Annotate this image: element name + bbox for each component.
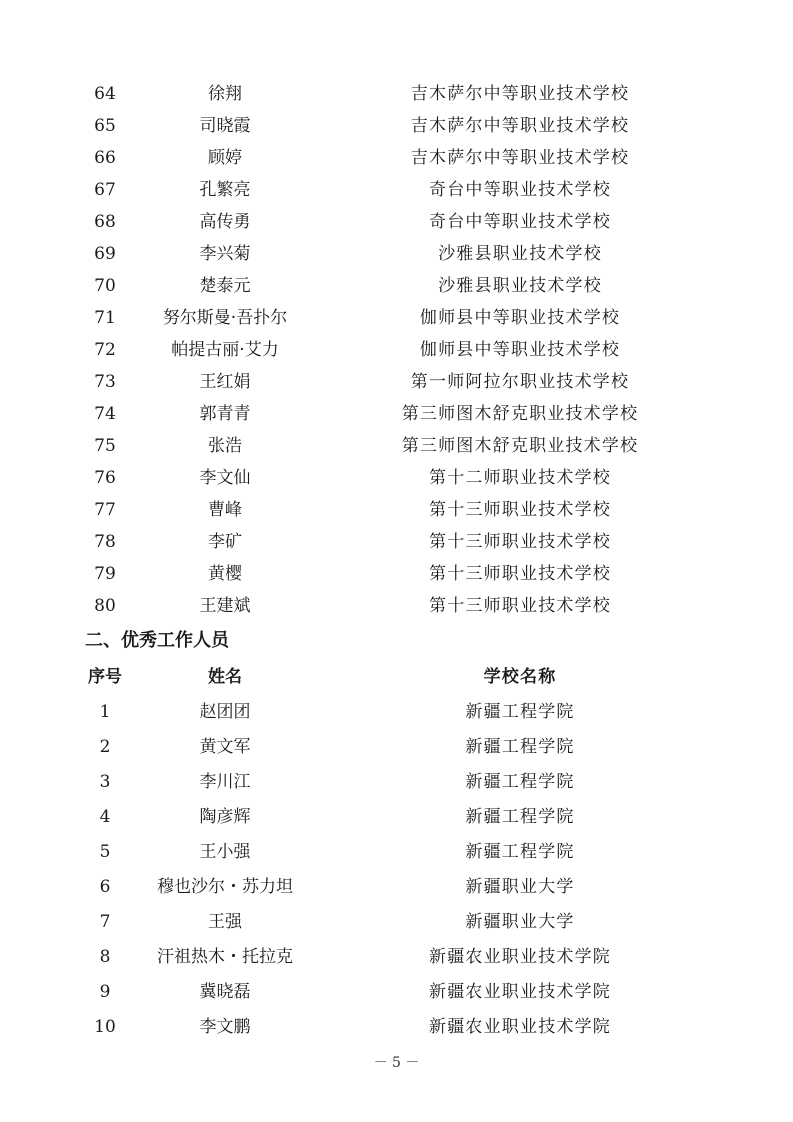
table-row xyxy=(0,238,793,270)
section-title: 二、优秀工作人员 xyxy=(85,630,229,651)
table-row xyxy=(0,366,793,398)
header-number: 序号 xyxy=(88,667,122,687)
table-row xyxy=(0,975,793,1010)
table-row xyxy=(0,206,793,238)
row-name: 帕提古丽·艾力 xyxy=(171,340,279,360)
table-row xyxy=(0,78,793,110)
table-row xyxy=(0,695,793,730)
row-number: 80 xyxy=(94,596,116,616)
row-school: 伽师县中等职业技术学校 xyxy=(419,308,621,328)
row-school: 吉木萨尔中等职业技术学校 xyxy=(410,148,630,168)
row-school: 沙雅县职业技术学校 xyxy=(438,244,602,264)
row-school: 伽师县中等职业技术学校 xyxy=(419,340,621,360)
row-name: 穆也沙尔・苏力坦 xyxy=(157,877,293,897)
row-number: 8 xyxy=(99,947,111,967)
row-number: 74 xyxy=(94,404,116,424)
row-school: 第十三师职业技术学校 xyxy=(429,564,611,584)
row-name: 冀晓磊 xyxy=(199,982,251,1002)
row-school: 新疆工程学院 xyxy=(465,807,575,827)
table-row xyxy=(0,905,793,940)
row-school: 新疆工程学院 xyxy=(465,772,575,792)
row-school: 奇台中等职业技术学校 xyxy=(429,180,611,200)
table-row xyxy=(0,590,793,622)
row-number: 7 xyxy=(99,912,111,932)
row-school: 奇台中等职业技术学校 xyxy=(429,212,611,232)
table-header xyxy=(0,660,793,694)
row-school: 新疆农业职业技术学院 xyxy=(429,982,611,1002)
row-name: 楚泰元 xyxy=(199,276,251,296)
row-number: 75 xyxy=(94,436,116,456)
row-name: 孔繁亮 xyxy=(199,180,251,200)
table-row xyxy=(0,526,793,558)
table-row xyxy=(0,1010,793,1045)
row-number: 79 xyxy=(94,564,116,584)
row-name: 李文仙 xyxy=(199,468,251,488)
row-school: 第十二师职业技术学校 xyxy=(429,468,611,488)
row-number: 9 xyxy=(99,982,111,1002)
row-number: 5 xyxy=(99,842,111,862)
row-school: 新疆工程学院 xyxy=(465,842,575,862)
row-school: 第十三师职业技术学校 xyxy=(429,500,611,520)
row-name: 汗祖热木・托拉克 xyxy=(157,947,293,967)
row-number: 64 xyxy=(94,84,116,104)
table-row xyxy=(0,430,793,462)
row-name: 李兴菊 xyxy=(199,244,251,264)
row-number: 77 xyxy=(94,500,116,520)
row-number: 1 xyxy=(99,702,111,722)
row-school: 吉木萨尔中等职业技术学校 xyxy=(410,84,630,104)
table-row xyxy=(0,142,793,174)
table-row xyxy=(0,398,793,430)
row-number: 78 xyxy=(94,532,116,552)
row-number: 6 xyxy=(99,877,111,897)
table-row xyxy=(0,462,793,494)
row-name: 曹峰 xyxy=(208,500,242,520)
row-school: 新疆农业职业技术学院 xyxy=(429,947,611,967)
row-school: 第一师阿拉尔职业技术学校 xyxy=(410,372,630,392)
row-name: 王建斌 xyxy=(199,596,251,616)
row-number: 76 xyxy=(94,468,116,488)
row-name: 司晓霞 xyxy=(199,116,251,136)
row-school: 吉木萨尔中等职业技术学校 xyxy=(410,116,630,136)
row-number: 4 xyxy=(99,807,111,827)
row-name: 王强 xyxy=(208,912,242,932)
row-number: 65 xyxy=(94,116,116,136)
row-name: 赵团团 xyxy=(199,702,251,722)
row-name: 李文鹏 xyxy=(199,1017,251,1037)
row-school: 第三师图木舒克职业技术学校 xyxy=(401,436,639,456)
row-school: 新疆工程学院 xyxy=(465,737,575,757)
table-row xyxy=(0,494,793,526)
table-row xyxy=(0,110,793,142)
row-number: 72 xyxy=(94,340,116,360)
table-row xyxy=(0,558,793,590)
row-name: 郭青青 xyxy=(199,404,251,424)
row-name: 努尔斯曼·吾扑尔 xyxy=(162,308,288,328)
row-number: 67 xyxy=(94,180,116,200)
row-number: 73 xyxy=(94,372,116,392)
row-name: 黄樱 xyxy=(208,564,242,584)
row-school: 新疆工程学院 xyxy=(465,702,575,722)
row-name: 李川江 xyxy=(199,772,251,792)
table-row xyxy=(0,765,793,800)
row-name: 高传勇 xyxy=(199,212,251,232)
row-number: 69 xyxy=(94,244,116,264)
row-school: 沙雅县职业技术学校 xyxy=(438,276,602,296)
row-name: 徐翔 xyxy=(208,84,242,104)
table-row xyxy=(0,334,793,366)
table-row xyxy=(0,870,793,905)
table-row xyxy=(0,800,793,835)
row-name: 顾婷 xyxy=(208,148,242,168)
row-school: 第十三师职业技术学校 xyxy=(429,596,611,616)
page-number: － 5 － xyxy=(373,1055,420,1071)
header-name: 姓名 xyxy=(208,667,242,687)
row-number: 10 xyxy=(94,1017,116,1037)
row-number: 68 xyxy=(94,212,116,232)
row-school: 第十三师职业技术学校 xyxy=(429,532,611,552)
row-name: 黄文军 xyxy=(199,737,251,757)
row-school: 新疆农业职业技术学院 xyxy=(429,1017,611,1037)
row-school: 第三师图木舒克职业技术学校 xyxy=(401,404,639,424)
row-name: 王小强 xyxy=(199,842,251,862)
table-row xyxy=(0,835,793,870)
row-number: 71 xyxy=(94,308,116,328)
row-number: 3 xyxy=(99,772,111,792)
row-number: 2 xyxy=(99,737,111,757)
table-row xyxy=(0,302,793,334)
table-row xyxy=(0,940,793,975)
row-school: 新疆职业大学 xyxy=(465,912,575,932)
row-name: 王红娟 xyxy=(199,372,251,392)
row-name: 张浩 xyxy=(208,436,242,456)
row-number: 70 xyxy=(94,276,116,296)
row-school: 新疆职业大学 xyxy=(465,877,575,897)
table-row xyxy=(0,270,793,302)
row-name: 陶彦辉 xyxy=(199,807,251,827)
row-number: 66 xyxy=(94,148,116,168)
header-school: 学校名称 xyxy=(483,667,557,687)
table-row xyxy=(0,730,793,765)
row-name: 李矿 xyxy=(208,532,242,552)
table-row xyxy=(0,174,793,206)
